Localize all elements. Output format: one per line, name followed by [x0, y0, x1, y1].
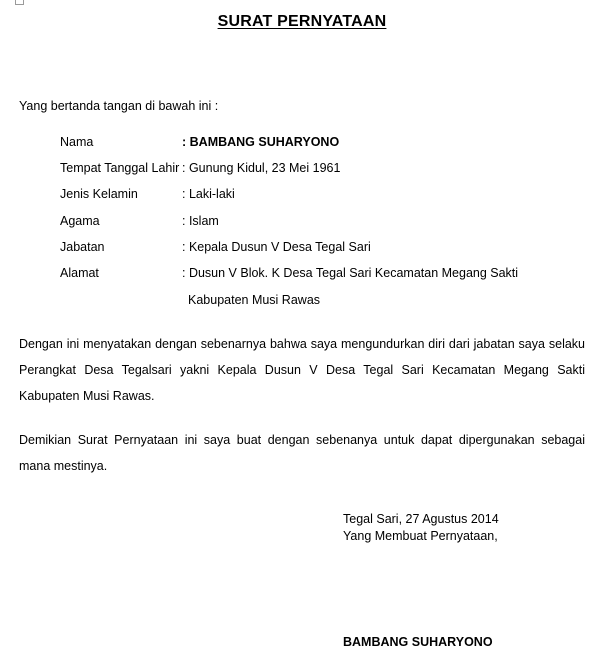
field-value-alamat: : Dusun V Blok. K Desa Tegal Sari Kecamatan Megang Sakti: [182, 266, 519, 280]
maker-label: Yang Membuat Pernyataan,: [343, 529, 498, 543]
field-value-nama: : BAMBANG SUHARYONO: [182, 135, 340, 149]
field-label-nama: Nama: [60, 135, 94, 149]
field-value-alamat-continuation: Kabupaten Musi Rawas: [188, 293, 321, 307]
field-value-tempat-tanggal-lahir: : Gunung Kidul, 23 Mei 1961: [182, 161, 341, 175]
document-title: [0, 13, 604, 31]
statement-paragraph: Dengan ini menyatakan dengan sebenarnya bahwa saya mengundurkan diri dari jabatan saya selaku Perangkat Desa Tegalsari yakni Kepala Dusun V Desa Tegal Sari Kecamatan Megang Sakti Kabupaten Musi Rawas.: [19, 337, 585, 403]
field-value-jabatan: : Kepala Dusun V Desa Tegal Sari: [182, 240, 371, 254]
field-value-jenis-kelamin: : Laki-laki: [182, 187, 235, 201]
closing-paragraph: Demikian Surat Pernyataan ini saya buat dengan sebenanya untuk dapat dipergunakan sebagai mana mestinya.: [19, 433, 585, 473]
place-date: Tegal Sari, 27 Agustus 2014: [343, 512, 499, 526]
field-label-jenis-kelamin: Jenis Kelamin: [60, 187, 138, 201]
signer-name: BAMBANG SUHARYONO: [343, 635, 493, 649]
field-label-alamat: Alamat: [60, 266, 99, 280]
page-corner-mark: [15, 0, 24, 5]
field-label-tempat-tanggal-lahir: Tempat Tanggal Lahir: [60, 161, 180, 175]
field-value-agama: : Islam: [182, 214, 219, 228]
field-label-jabatan: Jabatan: [60, 240, 105, 254]
intro-text: Yang bertanda tangan di bawah ini :: [19, 99, 219, 113]
field-label-agama: Agama: [60, 214, 100, 228]
document-title-text: SURAT PERNYATAAN: [217, 13, 387, 30]
